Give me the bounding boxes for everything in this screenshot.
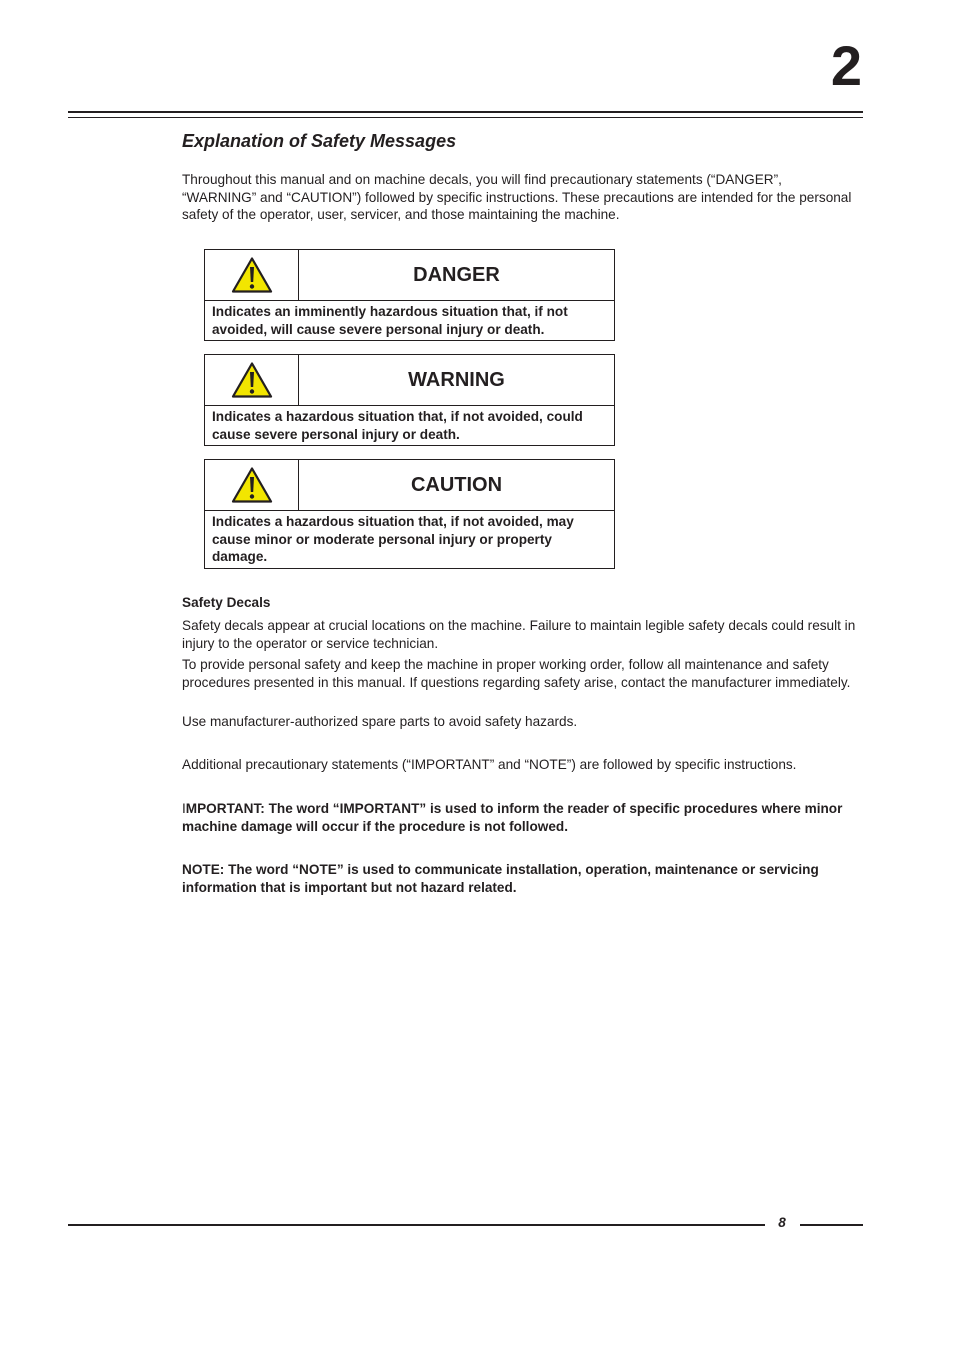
safety-decals-paragraph-2: To provide personal safety and keep the machine in proper working order, follow all maintenance and safety procedures presented in this manual. If questions regarding safety arise, contact the manufacturer immediately. — [182, 657, 851, 690]
important-paragraph — [182, 800, 858, 835]
page-number: 8 — [778, 1215, 786, 1230]
warning-triangle-icon — [231, 361, 273, 399]
header-rule-thick — [68, 111, 863, 113]
caution-description: Indicates a hazardous situation that, if not avoided, may cause minor or moderate personal injury or property damage. — [212, 514, 574, 564]
footer-rule-right — [800, 1224, 863, 1226]
warning-label: WARNING — [408, 368, 505, 391]
footer-rule-left — [68, 1224, 765, 1226]
caution-box-header — [205, 460, 614, 511]
danger-box — [204, 249, 615, 341]
warning-icon-cell — [205, 355, 299, 405]
safety-decals-paragraph-1: Safety decals appear at crucial locations on the machine. Failure to maintain legible safety decals could result in injury to the operator or service technician. — [182, 618, 856, 651]
safety-decals-heading: Safety Decals — [182, 595, 271, 610]
important-first-letter: I — [182, 801, 186, 816]
warning-box — [204, 354, 615, 446]
note-paragraph: NOTE: The word “NOTE” is used to communicate installation, operation, maintenance or servicing information that is important but not hazard related. — [182, 862, 819, 895]
warning-box-header — [205, 355, 614, 406]
caution-label: CAUTION — [410, 473, 503, 496]
caution-icon-cell — [205, 460, 299, 510]
chapter-number: 2 — [830, 34, 862, 97]
warning-triangle-icon — [231, 256, 273, 294]
danger-description: Indicates an imminently hazardous situation that, if not avoided, will cause severe personal injury or death. — [212, 304, 568, 337]
safety-decals-paragraph-3: Use manufacturer-authorized spare parts to avoid safety hazards. — [182, 714, 578, 729]
warning-description: Indicates a hazardous situation that, if not avoided, could cause severe personal injury or death. — [212, 409, 583, 442]
caution-box — [204, 459, 615, 569]
danger-label: DANGER — [413, 263, 500, 286]
intro-paragraph: Throughout this manual and on machine decals, you will find precautionary statements (“DANGER”, “WARNING” and “CAUTION”) followed by specific instructions. These precautions are intended for the personal safety of the operator, user, servicer, and those maintaining the machine. — [182, 172, 852, 222]
header-rule-thin — [68, 117, 863, 118]
danger-box-header — [205, 250, 614, 301]
section-title: Explanation of Safety Messages — [182, 131, 457, 151]
important-text: MPORTANT: The word “IMPORTANT” is used to inform the reader of specific procedures where minor machine damage will occur if the procedure is not followed. — [182, 801, 843, 834]
danger-icon-cell — [205, 250, 299, 300]
warning-triangle-icon — [231, 466, 273, 504]
additional-statements-paragraph: Additional precautionary statements (“IMPORTANT” and “NOTE”) are followed by specific instructions. — [182, 757, 797, 772]
